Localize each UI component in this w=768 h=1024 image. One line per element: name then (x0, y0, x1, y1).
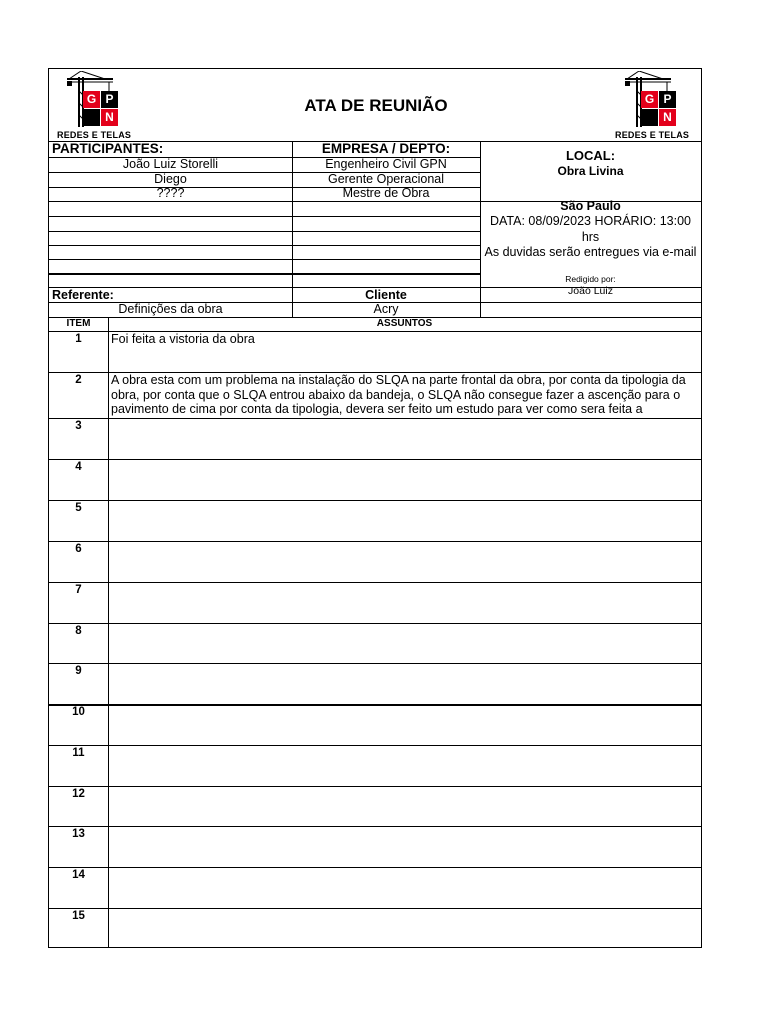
date-time: DATA: 08/09/2023 HORÁRIO: 13:00 (489, 214, 692, 228)
local-value: Obra Livina (557, 164, 624, 178)
meeting-minutes-sheet (48, 68, 702, 948)
subject-row (49, 500, 701, 541)
item-number: 2 (75, 374, 82, 386)
subject-row (49, 582, 701, 623)
subject-row (49, 459, 701, 500)
city: São Paulo (560, 199, 621, 213)
item-number: 13 (72, 828, 85, 840)
item-number: 1 (75, 333, 82, 345)
participant-company: Gerente Operacional (327, 172, 445, 186)
gpn-mark: G P N (641, 91, 677, 127)
gpn-logo-right (615, 71, 699, 141)
item-number: 5 (75, 502, 82, 514)
item-number: 10 (72, 706, 85, 718)
referente-label: Referente: (52, 288, 114, 302)
item-number: 4 (75, 461, 82, 473)
drafted-by-value: João Luiz (568, 285, 613, 297)
participant-company: Mestre de Obra (342, 186, 430, 200)
participant-name: ???? (156, 186, 185, 200)
item-subject-text: Foi feita a vistoria da obra (111, 332, 255, 346)
item-number: 6 (75, 543, 82, 555)
gpn-logo-left (57, 71, 141, 141)
item-number: 14 (72, 869, 85, 881)
subjects-header: ASSUNTOS (376, 318, 433, 329)
item-number: 11 (72, 747, 85, 759)
subject-row (49, 867, 701, 908)
company-label: EMPRESA / DEPTO: (321, 141, 451, 156)
client-label: Cliente (365, 288, 407, 302)
item-number: 12 (72, 788, 85, 800)
date-time-suffix: hrs (581, 230, 600, 244)
subject-row (49, 418, 701, 459)
item-number: 15 (72, 910, 85, 922)
gpn-mark: G P N (83, 91, 119, 127)
participant-company: Engenheiro Civil GPN (325, 157, 447, 171)
local-label: LOCAL: (565, 148, 616, 163)
participants-label: PARTICIPANTES: (52, 141, 164, 156)
logo-tagline: REDES E TELAS (57, 130, 132, 140)
subject-row (49, 623, 701, 663)
subject-row (49, 745, 701, 786)
referente-value: Definições da obra (118, 302, 223, 316)
item-number: 7 (75, 584, 82, 596)
item-subject-text: A obra esta com um problema na instalação do SLQA na parte frontal da obra, por conta da tipologia da obra, por conta que o SLQA entrou abaixo da bandeja, o SLQA não consegue fazer a ascenção para o pavimento de cima por conta da tipologia, devera ser feito um estudo para ver como sera feita a (111, 373, 686, 416)
participant-name: Diego (154, 172, 187, 186)
delivery-note: As duvidas serão entregues via e-mail (484, 245, 697, 259)
subject-row (49, 786, 701, 826)
subject-row (49, 908, 701, 947)
drafted-by-label: Redigido por: (565, 274, 616, 284)
item-number: 8 (75, 625, 82, 637)
participant-name: João Luiz Storelli (122, 157, 219, 171)
subject-row (49, 331, 701, 372)
subject-row (49, 663, 701, 704)
subject-row (49, 372, 701, 418)
logo-tagline: REDES E TELAS (615, 130, 690, 140)
subject-row (49, 826, 701, 867)
document-title: ATA DE REUNIÃO (304, 96, 448, 115)
item-number: 3 (75, 420, 82, 432)
item-number: 9 (75, 665, 82, 677)
subject-row (49, 704, 701, 745)
item-header: ITEM (66, 318, 91, 329)
client-value: Acry (373, 302, 399, 316)
subject-row (49, 541, 701, 582)
